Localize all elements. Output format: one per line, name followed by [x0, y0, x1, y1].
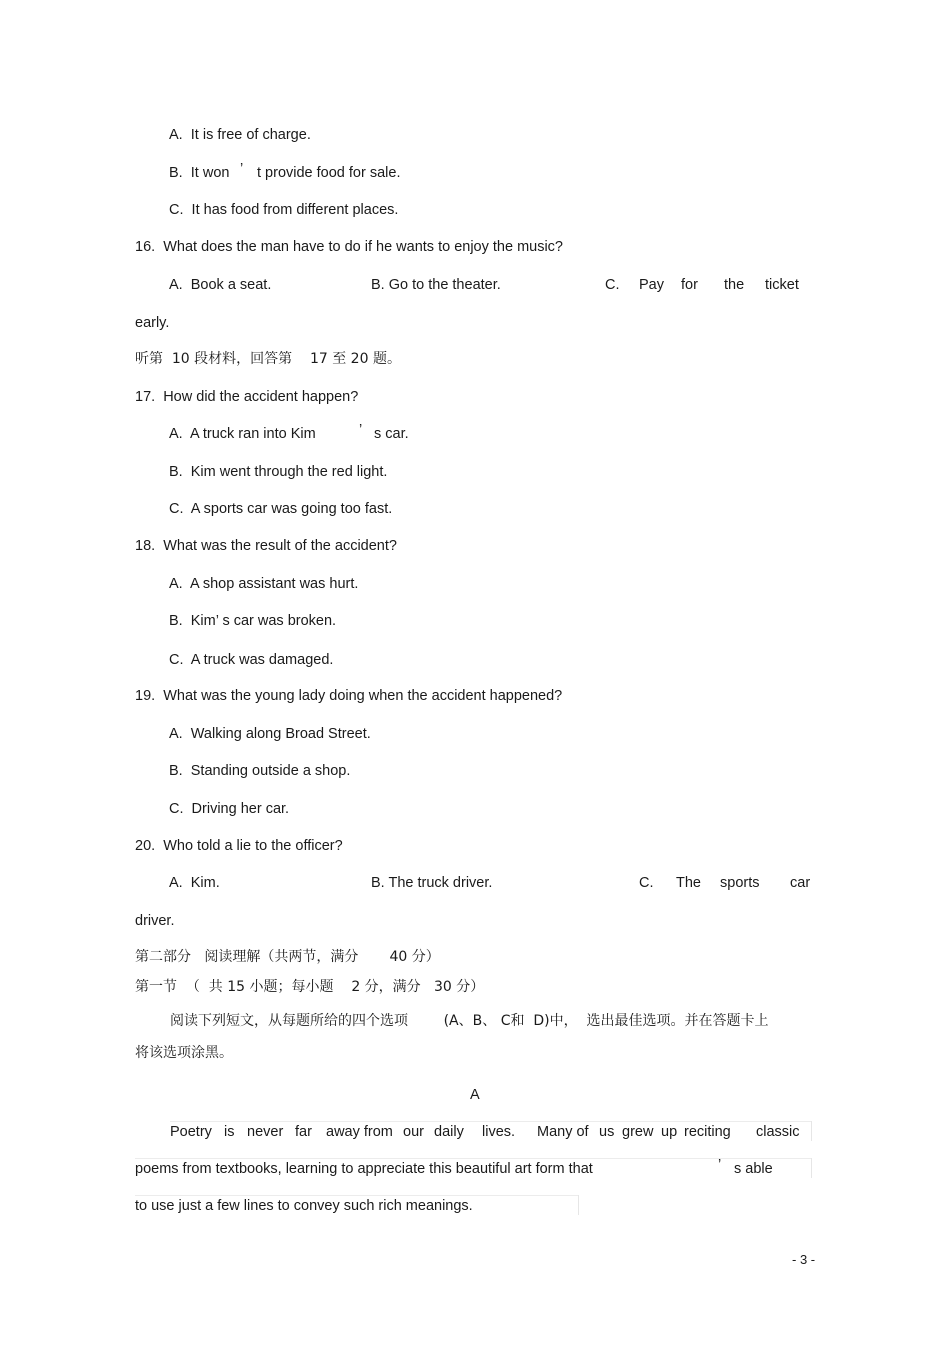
q20-option-c-word: The	[676, 875, 701, 891]
passage-line2-apostrophe: ’	[718, 1157, 722, 1173]
line-rule	[811, 1158, 812, 1178]
passage-word: us	[599, 1124, 615, 1140]
instructions-line2: 将该选项涂黑。	[135, 1045, 233, 1061]
passage-word: Poetry	[170, 1124, 212, 1140]
passage-word: never	[247, 1124, 284, 1140]
page-number: - 3 -	[792, 1252, 816, 1267]
q19-question: 19. What was the young lady doing when the accident happened?	[135, 688, 563, 704]
line-rule	[170, 1121, 811, 1122]
passage-word: is	[224, 1124, 235, 1140]
q18-question: 18. What was the result of the accident?	[135, 538, 397, 554]
q17-option-a-cont: s car.	[374, 426, 409, 442]
q20-option-c-word: sports	[720, 875, 760, 891]
q17-question: 17. How did the accident happen?	[135, 389, 359, 405]
q15-option-b-cont: t provide food for sale.	[257, 165, 401, 181]
q16-option-c-word: the	[724, 277, 745, 293]
passage-word: classic	[756, 1124, 800, 1140]
passage-word: far	[295, 1124, 312, 1140]
passage-label: A	[470, 1087, 480, 1103]
passage-line2-cont: s able	[734, 1161, 773, 1177]
q15-option-b: B. It won	[169, 165, 230, 181]
passage-word: reciting	[684, 1124, 731, 1140]
line-rule	[811, 1121, 812, 1141]
q20-option-c-letter: C.	[639, 875, 654, 891]
passage-word: up	[661, 1124, 678, 1140]
section1-heading: 第一节 （ 共 15 小题；每小题 2 分，满分 30 分）	[135, 979, 485, 995]
line-rule	[135, 1195, 578, 1196]
q17-option-b: B. Kim went through the red light.	[169, 464, 388, 480]
q15-option-c: C. It has food from different places.	[169, 202, 399, 218]
q15-option-a: A. It is free of charge.	[169, 127, 311, 143]
q16-option-c-word: ticket	[765, 277, 799, 293]
part2-heading: 第二部分 阅读理解（共两节，满分 40 分）	[135, 949, 440, 965]
q16-option-c-word: for	[681, 277, 698, 293]
q15-option-b-apostrophe: ’	[240, 161, 244, 177]
q16-option-c-letter: C.	[605, 277, 620, 293]
q20-question: 20. Who told a lie to the officer?	[135, 838, 343, 854]
q18-option-c: C. A truck was damaged.	[169, 652, 334, 668]
passage-word: lives.	[482, 1124, 516, 1140]
q20-option-b: B. The truck driver.	[371, 875, 493, 891]
instructions-line1: 阅读下列短文，从每题所给的四个选项 (A、B、 C和 D)中， 选出最佳选项。并在答题卡上	[170, 1013, 769, 1029]
passage-word: away from	[326, 1124, 393, 1140]
q17-option-a: A. A truck ran into Kim	[169, 426, 316, 442]
q16-option-c-word: Pay	[639, 277, 664, 293]
passage-line3: to use just a few lines to convey such rich meanings.	[135, 1198, 473, 1214]
q16-option-a: A. Book a seat.	[169, 277, 272, 293]
q16-question: 16. What does the man have to do if he wants to enjoy the music?	[135, 239, 563, 255]
q19-option-b: B. Standing outside a shop.	[169, 763, 351, 779]
passage-word: daily	[434, 1124, 464, 1140]
q16-option-c-cont: early.	[135, 315, 170, 331]
line-rule	[135, 1158, 811, 1159]
q17-option-a-apostrophe: ’	[359, 422, 363, 438]
q18-option-a: A. A shop assistant was hurt.	[169, 576, 359, 592]
section-note-material-10: 听第 10 段材料，回答第 17 至 20 题。	[135, 351, 401, 367]
q20-option-a: A. Kim.	[169, 875, 220, 891]
line-rule	[578, 1195, 579, 1215]
q16-option-b: B. Go to the theater.	[371, 277, 501, 293]
q17-option-c: C. A sports car was going too fast.	[169, 501, 393, 517]
passage-word: Many of	[537, 1124, 589, 1140]
passage-word: grew	[622, 1124, 654, 1140]
q18-option-b: B. Kim’ s car was broken.	[169, 613, 337, 629]
passage-line2: poems from textbooks, learning to appreciate this beautiful art form that	[135, 1161, 593, 1177]
q20-option-c-word: car	[790, 875, 811, 891]
q20-option-c-cont: driver.	[135, 913, 175, 929]
passage-word: our	[403, 1124, 424, 1140]
q19-option-c: C. Driving her car.	[169, 801, 290, 817]
q19-option-a: A. Walking along Broad Street.	[169, 726, 371, 742]
